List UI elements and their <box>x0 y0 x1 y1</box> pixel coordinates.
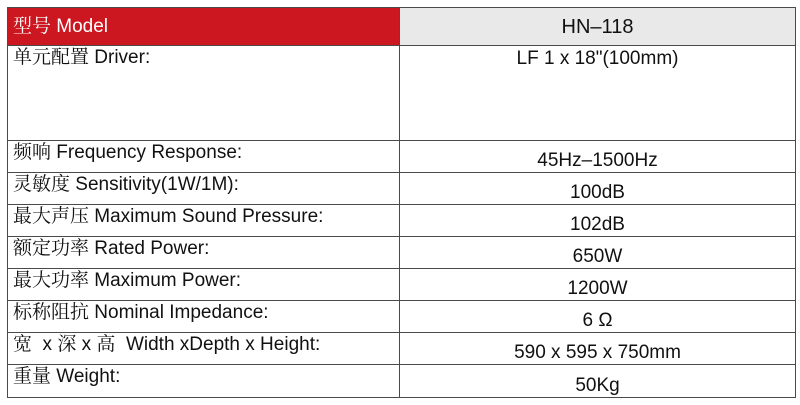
spec-value-weight: 50Kg <box>400 365 796 398</box>
spec-label-nominal-impedance: 标称阻抗 Nominal Impedance: <box>8 301 400 333</box>
spec-row-nominal-impedance <box>8 301 796 333</box>
header-row <box>8 8 796 46</box>
spec-label-dimensions: 宽 x 深 x 高 Width xDepth x Height: <box>8 333 400 365</box>
spec-value-max-sound-pressure: 102dB <box>400 205 796 237</box>
spec-table <box>7 7 796 398</box>
spec-row-sensitivity <box>8 173 796 205</box>
spec-label-max-power: 最大功率 Maximum Power: <box>8 269 400 301</box>
top-strip <box>0 0 800 7</box>
model-label: 型号 Model <box>8 8 400 46</box>
spec-value-rated-power: 650W <box>400 237 796 269</box>
spec-row-weight <box>8 365 796 398</box>
spec-label-rated-power: 额定功率 Rated Power: <box>8 237 400 269</box>
spec-label-weight: 重量 Weight: <box>8 365 400 398</box>
spec-value-max-power: 1200W <box>400 269 796 301</box>
model-value: HN–118 <box>400 8 796 46</box>
spec-value-frequency-response: 45Hz–1500Hz <box>400 141 796 173</box>
spec-value-dimensions: 590 x 595 x 750mm <box>400 333 796 365</box>
spec-row-max-sound-pressure <box>8 205 796 237</box>
spec-label-driver: 单元配置 Driver: <box>8 46 400 141</box>
spec-row-frequency-response <box>8 141 796 173</box>
spec-value-nominal-impedance: 6 Ω <box>400 301 796 333</box>
spec-label-frequency-response: 频响 Frequency Response: <box>8 141 400 173</box>
spec-row-dimensions <box>8 333 796 365</box>
spec-row-driver <box>8 46 796 141</box>
spec-row-rated-power <box>8 237 796 269</box>
spec-value-driver: LF 1 x 18"(100mm) <box>400 46 796 141</box>
spec-row-max-power <box>8 269 796 301</box>
spec-label-sensitivity: 灵敏度 Sensitivity(1W/1M): <box>8 173 400 205</box>
spec-value-sensitivity: 100dB <box>400 173 796 205</box>
spec-label-max-sound-pressure: 最大声压 Maximum Sound Pressure: <box>8 205 400 237</box>
